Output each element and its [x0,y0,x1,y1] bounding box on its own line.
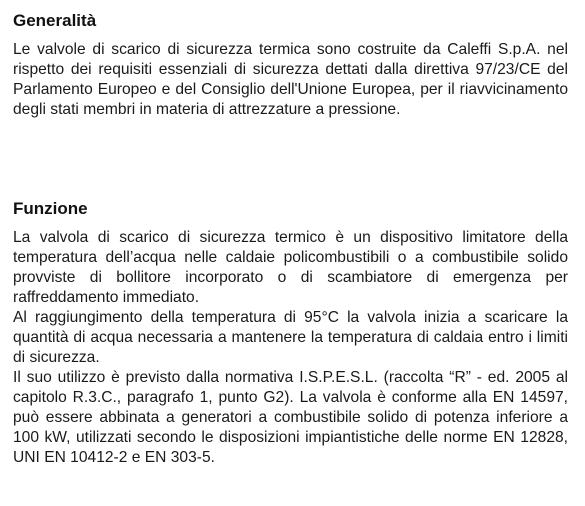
paragraph-generalita: Le valvole di scarico di sicurezza termica sono costruite da Caleffi S.p.A. nel rispetto dei requisiti essenziali di sicurezza dettati dalla direttiva 97/23/CE del Parlamento Europeo e del Consiglio dell'Unione Europea, per il riavvicinamento degli stati membri in materia di attrezzature a pressione. [13,41,568,118]
document-page [13,10,568,468]
paragraph-funzione-3: Il suo utilizzo è previsto dalla normativa I.S.P.E.S.L. (raccolta “R” - ed. 2005 al capitolo R.3.C., paragrafo 1, punto G2). La valvola è conforme alla EN 14597, può essere abbinata a generatori a combustibile solido di potenza inferiore a 100 kW, utilizzati secondo le disposizioni impiantistiche delle norme EN 12828, UNI EN 10412-2 e EN 303-5. [13,369,568,466]
section-funzione [13,198,568,468]
paragraph-funzione-1: La valvola di scarico di sicurezza termico è un dispositivo limitatore della temperatura dell’acqua nelle caldaie policombustibili o a combustibile solido provviste di bollitore incorporato o di scambiatore di emergenza per raffreddamento immediato. [13,229,568,306]
section-heading-funzione: Funzione [13,199,88,218]
section-generalita [13,10,568,198]
section-heading-generalita: Generalità [13,11,97,30]
paragraph-funzione-2: Al raggiungimento della temperatura di 95°C la valvola inizia a scaricare la quantità di acqua necessaria a mantenere la temperatura di caldaia entro i limiti di sicurezza. [13,309,568,366]
